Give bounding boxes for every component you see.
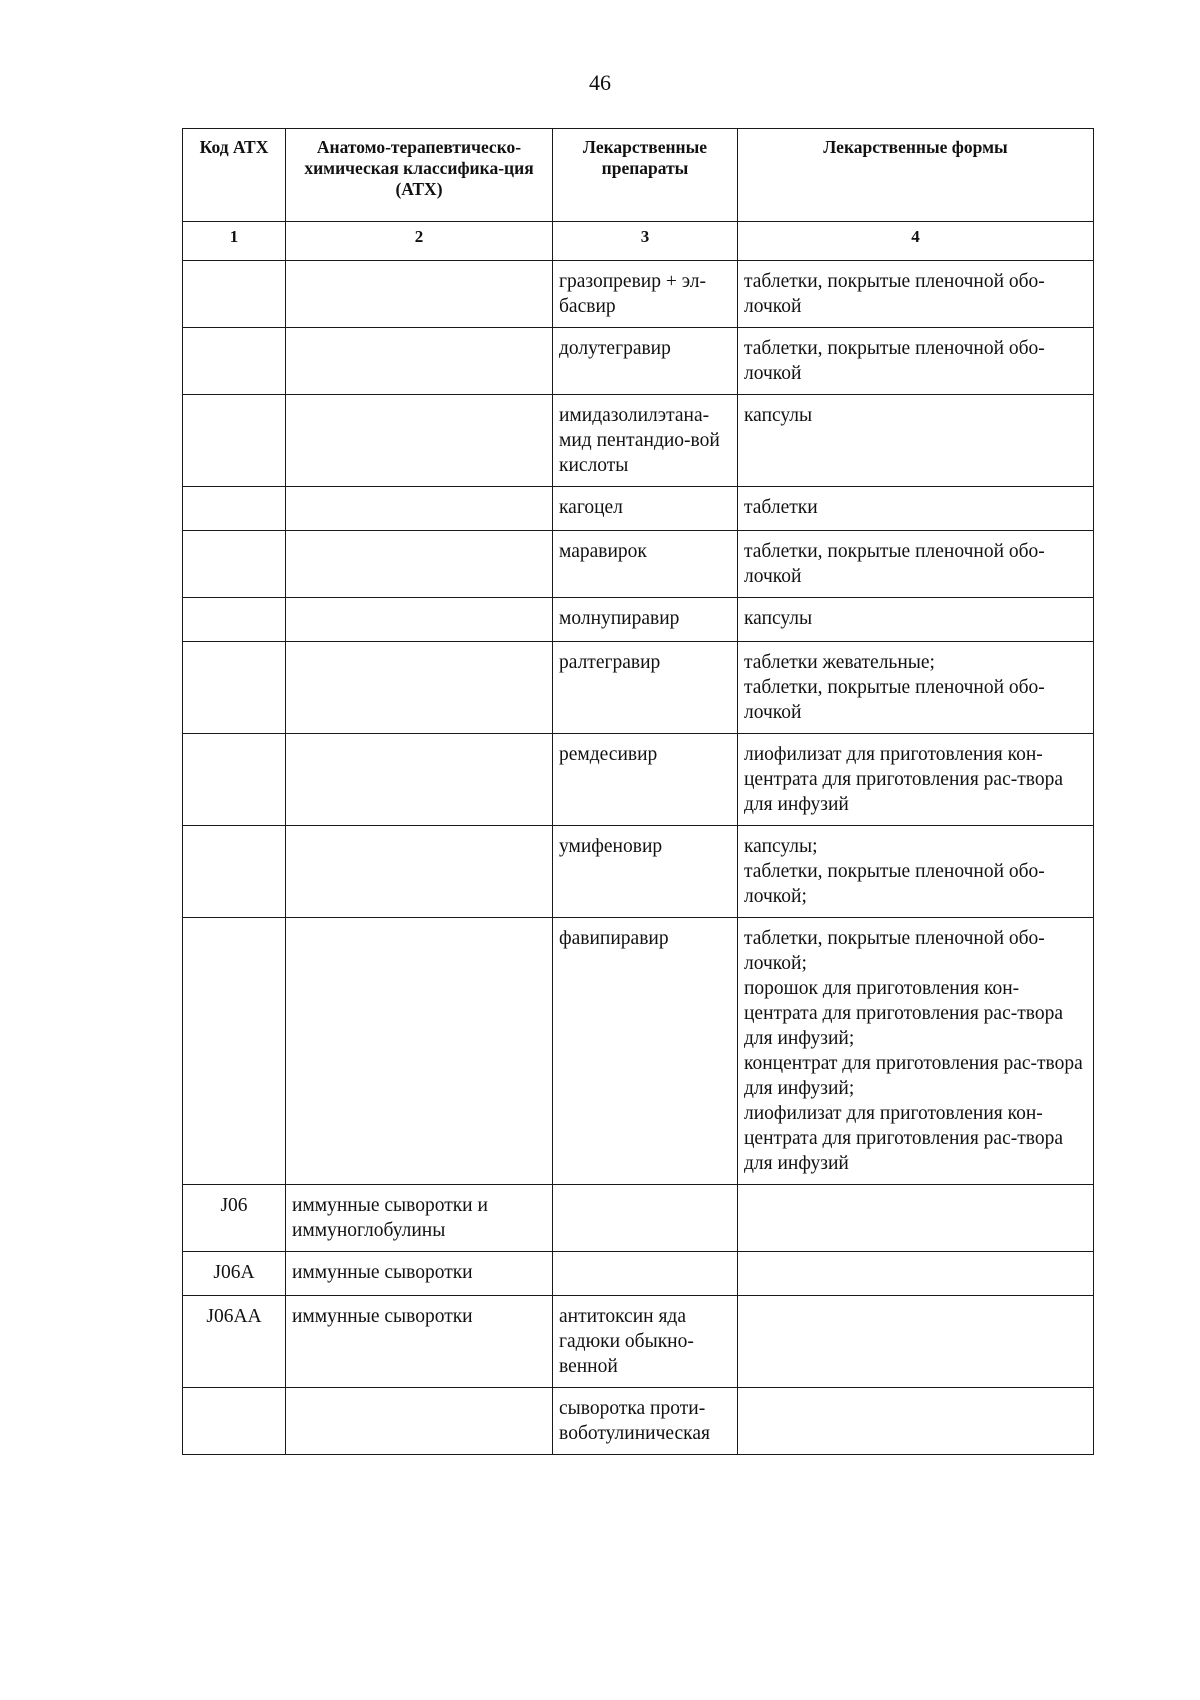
atc-classification-cell [286, 328, 553, 395]
atc-classification-cell [286, 531, 553, 598]
dosage-forms-cell [738, 328, 1094, 395]
atc-classification-cell: иммунные сыворотки [286, 1296, 553, 1388]
atc-code-cell: J06 [183, 1185, 286, 1252]
drug-name-cell: умифеновир [553, 826, 738, 918]
table-row [183, 918, 1094, 1185]
dosage-forms-cell [738, 826, 1094, 918]
column-number: 4 [738, 222, 1094, 261]
atc-classification-cell [286, 642, 553, 734]
atc-drug-table [182, 128, 1094, 1455]
atc-code-cell: J06A [183, 1252, 286, 1296]
column-number: 3 [553, 222, 738, 261]
dosage-form-item: таблетки, покрытые пленочной обо-лочкой [744, 541, 1045, 587]
table-row [183, 1388, 1094, 1455]
dosage-form-item: капсулы [744, 608, 813, 629]
dosage-forms-cell [738, 1252, 1094, 1296]
atc-code-cell [183, 487, 286, 531]
table-body [183, 261, 1094, 1455]
table-row [183, 598, 1094, 642]
drug-name-cell: антитоксин яда гадюки обыкно-венной [553, 1296, 738, 1388]
dosage-forms-cell [738, 395, 1094, 487]
dosage-form-item: капсулы; [744, 836, 818, 857]
column-number: 1 [183, 222, 286, 261]
page-number: 46 [589, 70, 611, 95]
dosage-forms-cell [738, 734, 1094, 826]
table-row [183, 487, 1094, 531]
header-atc-code: Код АТХ [183, 129, 286, 222]
atc-code-cell [183, 531, 286, 598]
drug-name-cell: фавипиравир [553, 918, 738, 1185]
table-row [183, 261, 1094, 328]
dosage-form-item: таблетки, покрытые пленочной обо-лочкой [744, 338, 1045, 384]
drug-name-cell: ремдесивир [553, 734, 738, 826]
atc-classification-cell: иммунные сыворотки [286, 1252, 553, 1296]
dosage-form-item: таблетки [744, 497, 818, 518]
dosage-form-item: порошок для приготовления кон-центрата для приготовления рас-твора для инфузий; [744, 978, 1063, 1049]
atc-code-cell [183, 918, 286, 1185]
drug-name-cell: ралтегравир [553, 642, 738, 734]
dosage-forms-cell [738, 598, 1094, 642]
dosage-form-item: таблетки, покрытые пленочной обо-лочкой [744, 271, 1045, 317]
atc-classification-cell [286, 395, 553, 487]
table-row [183, 1185, 1094, 1252]
atc-code-cell [183, 642, 286, 734]
dosage-forms-cell [738, 918, 1094, 1185]
atc-classification-cell [286, 826, 553, 918]
atc-code-cell [183, 598, 286, 642]
atc-classification-cell [286, 261, 553, 328]
atc-classification-cell: иммунные сыворотки и иммуноглобулины [286, 1185, 553, 1252]
atc-code-cell [183, 261, 286, 328]
dosage-forms-cell [738, 642, 1094, 734]
table-row [183, 531, 1094, 598]
dosage-forms-cell [738, 261, 1094, 328]
dosage-form-item: таблетки, покрытые пленочной обо-лочкой [744, 677, 1045, 723]
dosage-form-item: лиофилизат для приготовления кон-центрата для приготовления рас-твора для инфузий [744, 1103, 1063, 1174]
atc-classification-cell [286, 598, 553, 642]
header-atc-classification: Анатомо-терапевтическо-химическая классифика-ция (АТХ) [286, 129, 553, 222]
dosage-forms-cell [738, 487, 1094, 531]
drug-name-cell: сыворотка проти-вoботулиническая [553, 1388, 738, 1455]
table-row [183, 395, 1094, 487]
atc-classification-cell [286, 1388, 553, 1455]
dosage-form-item: концентрат для приготовления рас-твора для инфузий; [744, 1053, 1083, 1099]
table-row [183, 1296, 1094, 1388]
dosage-forms-cell [738, 1296, 1094, 1388]
atc-code-cell [183, 328, 286, 395]
dosage-forms-cell [738, 1185, 1094, 1252]
header-dosage-forms: Лекарственные формы [738, 129, 1094, 222]
atc-code-cell [183, 826, 286, 918]
dosage-form-item: лиофилизат для приготовления кон-центрата для приготовления рас-твора для инфузий [744, 744, 1063, 815]
atc-classification-cell [286, 734, 553, 826]
drug-name-cell: гразопревир + эл-басвир [553, 261, 738, 328]
table-row [183, 734, 1094, 826]
drug-name-cell: кагоцел [553, 487, 738, 531]
table-row [183, 1252, 1094, 1296]
atc-classification-cell [286, 487, 553, 531]
dosage-forms-cell [738, 1388, 1094, 1455]
drug-name-cell: имидазолилэтана-мид пентандио-вой кислоты [553, 395, 738, 487]
drug-name-cell: долутегравир [553, 328, 738, 395]
drug-name-cell [553, 1185, 738, 1252]
atc-classification-cell [286, 918, 553, 1185]
column-number: 2 [286, 222, 553, 261]
header-drugs: Лекарственные препараты [553, 129, 738, 222]
dosage-form-item: капсулы [744, 405, 813, 426]
atc-code-cell [183, 395, 286, 487]
table-row [183, 328, 1094, 395]
atc-code-cell: J06AA [183, 1296, 286, 1388]
atc-code-cell [183, 1388, 286, 1455]
dosage-form-item: таблетки, покрытые пленочной обо-лочкой; [744, 861, 1045, 907]
table-row [183, 826, 1094, 918]
drug-name-cell: молнупиравир [553, 598, 738, 642]
drug-name-cell: маравирок [553, 531, 738, 598]
dosage-form-item: таблетки жевательные; [744, 652, 935, 673]
atc-code-cell [183, 734, 286, 826]
dosage-form-item: таблетки, покрытые пленочной обо-лочкой; [744, 928, 1045, 974]
drug-name-cell [553, 1252, 738, 1296]
table-row [183, 642, 1094, 734]
dosage-forms-cell [738, 531, 1094, 598]
